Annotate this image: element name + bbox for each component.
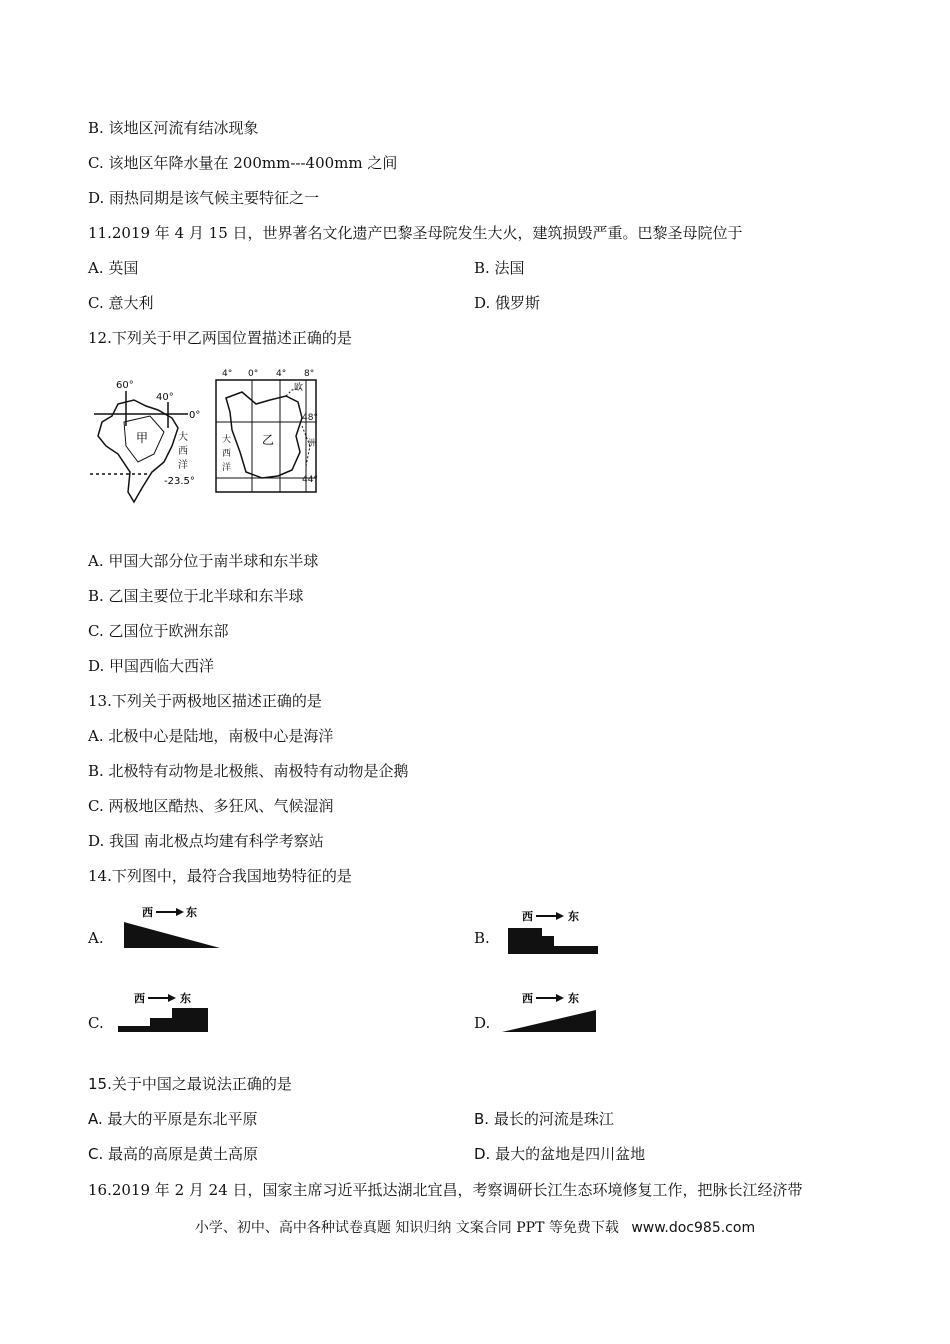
profile-b-east: 东 [568, 910, 579, 923]
footer-url[interactable]: www.doc985.com [631, 1220, 756, 1236]
footer-text: 小学、初中、高中各种试卷真题 知识归纳 文案合同 PPT 等免费下载 [194, 1220, 619, 1236]
q15-option-d: D. 最大的盆地是四川盆地 [474, 1145, 646, 1163]
map-b-lat-48: 48° [302, 413, 318, 423]
q10-option-b: B. 该地区河流有结冰现象 [88, 119, 259, 137]
q12-stem: 12.下列关于甲乙两国位置描述正确的是 [88, 329, 352, 347]
q14-option-c-label: C. [88, 1014, 104, 1032]
q13-stem: 13.下列关于两极地区描述正确的是 [88, 692, 322, 710]
q13-option-b: B. 北极特有动物是北极熊、南极特有动物是企鹅 [88, 762, 409, 780]
map-b-ocean-3: 洋 [222, 463, 232, 473]
map-b-ocean-1: 大 [222, 435, 232, 445]
q12-option-b: B. 乙国主要位于北半球和东半球 [88, 587, 304, 605]
q15-stem: 15.关于中国之最说法正确的是 [88, 1075, 292, 1093]
terrain-profile-b [502, 906, 612, 956]
map-b-lon-4: 8° [304, 369, 315, 379]
profile-d-west: 西 [522, 992, 533, 1005]
profile-a-west: 西 [142, 906, 153, 919]
profile-a-east: 东 [186, 906, 197, 919]
q10-option-d: D. 雨热同期是该气候主要特征之一 [88, 189, 320, 207]
q10-option-c: C. 该地区年降水量在 200mm---400mm 之间 [88, 154, 398, 172]
map-b-continent-2: 洲 [308, 439, 318, 449]
profile-c-east: 东 [180, 992, 191, 1005]
map-country-yi [212, 366, 324, 500]
q14-stem: 14.下列图中，最符合我国地势特征的是 [88, 867, 352, 885]
map-a-lon-40: 40° [156, 392, 174, 403]
q15-option-a: A. 最大的平原是东北平原 [88, 1110, 258, 1128]
map-a-country-label: 甲 [136, 431, 149, 445]
map-b-lon-2: 0° [248, 369, 259, 379]
terrain-profile-d [498, 988, 608, 1038]
profile-b-west: 西 [522, 910, 533, 923]
q13-option-c: C. 两极地区酷热、多狂风、气候湿润 [88, 797, 334, 815]
q14-option-b-label: B. [474, 929, 490, 947]
page-footer [0, 1218, 950, 1238]
q12-option-c: C. 乙国位于欧洲东部 [88, 622, 229, 640]
map-b-lon-3: 4° [276, 369, 287, 379]
q14-option-d-label: D. [474, 1014, 491, 1032]
q11-option-b: B. 法国 [474, 259, 525, 277]
map-a-equator: 0° [189, 410, 201, 421]
terrain-profile-c [112, 988, 222, 1038]
profile-c-west: 西 [134, 992, 145, 1005]
q14-option-a-label: A. [88, 929, 104, 947]
map-country-jia [88, 376, 210, 508]
q15-option-b: B. 最长的河流是珠江 [474, 1110, 614, 1128]
q12-option-a: A. 甲国大部分位于南半球和东半球 [88, 552, 319, 570]
map-b-lat-44: 44° [302, 475, 318, 485]
map-a-ocean-1: 大 [178, 432, 188, 443]
map-a-ocean-2: 西 [178, 446, 188, 457]
q11-option-c: C. 意大利 [88, 294, 154, 312]
map-b-ocean-2: 西 [222, 449, 232, 459]
map-b-lon-1: 4° [222, 369, 233, 379]
q13-option-a: A. 北极中心是陆地，南极中心是海洋 [88, 727, 334, 745]
q11-stem: 11.2019 年 4 月 15 日，世界著名文化遗产巴黎圣母院发生大火，建筑损毁严重。巴黎圣母院位于 [88, 224, 743, 242]
q13-option-d: D. 我国 南北极点均建有科学考察站 [88, 832, 324, 850]
q11-option-a: A. 英国 [88, 259, 139, 277]
map-b-continent-1: 欧 [294, 383, 304, 393]
terrain-profile-a [118, 904, 228, 954]
q16-stem: 16.2019 年 2 月 24 日，国家主席习近平抵达湖北宜昌，考察调研长江生态环境修复工作，把脉长江经济带 [88, 1181, 803, 1199]
profile-d-east: 东 [568, 992, 579, 1005]
map-b-country-label: 乙 [262, 433, 275, 447]
map-a-lon-60: 60° [116, 380, 134, 391]
q15-option-c: C. 最高的高原是黄土高原 [88, 1145, 259, 1163]
q12-option-d: D. 甲国西临大西洋 [88, 657, 215, 675]
map-a-tropic: -23.5° [164, 476, 195, 487]
map-a-ocean-3: 洋 [178, 460, 188, 471]
q11-option-d: D. 俄罗斯 [474, 294, 541, 312]
